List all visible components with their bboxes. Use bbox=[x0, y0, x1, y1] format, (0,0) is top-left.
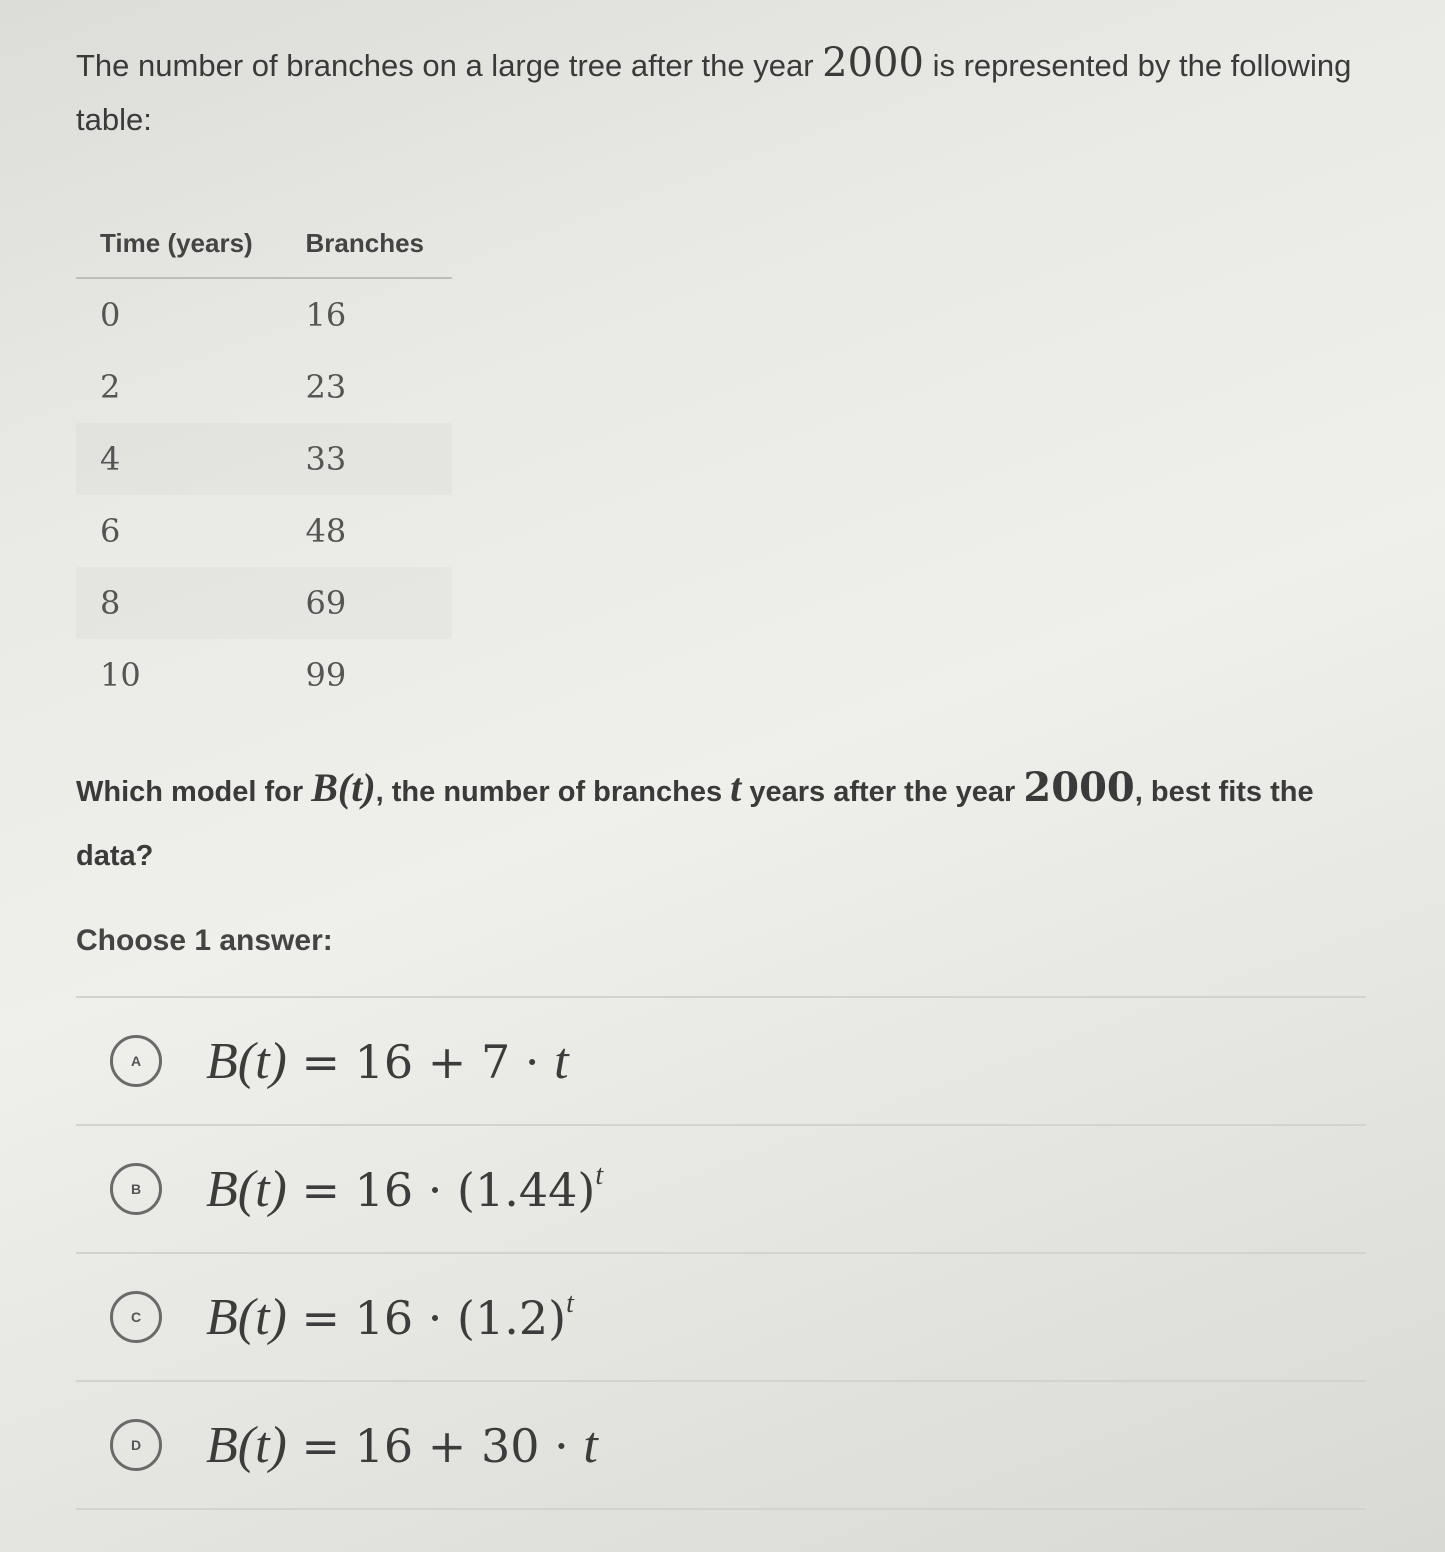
formula-lhs: B(t) bbox=[206, 1160, 287, 1218]
radio-circle-icon[interactable]: A bbox=[110, 1035, 162, 1087]
formula-lhs: B(t) bbox=[206, 1416, 287, 1474]
cell-branches: 33 bbox=[282, 423, 452, 495]
formula-rhs: = 16 · (1.44) bbox=[286, 1162, 596, 1217]
question-intro bbox=[76, 36, 1366, 147]
prompt-text: , the number of branches bbox=[375, 776, 731, 808]
table-row bbox=[76, 278, 452, 351]
question-prompt bbox=[76, 756, 1376, 888]
cell-branches: 23 bbox=[305, 368, 347, 406]
formula-lhs: B(t) bbox=[206, 1288, 287, 1346]
cell-branches: 99 bbox=[305, 656, 347, 694]
formula-var: t bbox=[583, 1416, 598, 1474]
intro-text-end: is represented by the following table: bbox=[76, 48, 1352, 137]
choice-formula bbox=[206, 1416, 598, 1475]
intro-text: The number of branches on a large tree after the year bbox=[76, 48, 823, 83]
formula-rhs: = 16 · (1.2) bbox=[286, 1290, 567, 1345]
formula-exponent: t bbox=[595, 1159, 604, 1191]
choice-d[interactable] bbox=[76, 1382, 1366, 1510]
cell-time: 0 bbox=[100, 296, 121, 334]
formula-rhs: = 16 + 7 · bbox=[286, 1034, 555, 1089]
cell-time: 6 bbox=[100, 512, 121, 550]
cell-time: 2 bbox=[100, 368, 121, 406]
cell-branches: 16 bbox=[305, 296, 347, 334]
prompt-text: , best fits the data? bbox=[76, 776, 1314, 872]
radio-circle-icon[interactable]: D bbox=[110, 1419, 162, 1471]
function-math: B(t) bbox=[311, 765, 376, 810]
choice-formula bbox=[206, 1032, 569, 1091]
table-header-row bbox=[76, 216, 452, 278]
radio-circle-icon[interactable]: B bbox=[110, 1163, 162, 1215]
formula-exponent: t bbox=[566, 1287, 574, 1319]
cell-time: 10 bbox=[100, 656, 141, 694]
choice-formula bbox=[206, 1288, 574, 1347]
cell-branches: 69 bbox=[282, 567, 452, 639]
column-header-branches: Branches bbox=[282, 216, 452, 278]
cell-branches: 48 bbox=[305, 512, 347, 550]
choice-b[interactable] bbox=[76, 1126, 1366, 1254]
table-row bbox=[76, 351, 452, 423]
choice-a[interactable] bbox=[76, 998, 1366, 1126]
table-row bbox=[76, 423, 452, 495]
formula-lhs: B(t) bbox=[206, 1032, 287, 1090]
cell-time: 8 bbox=[76, 567, 282, 639]
table-row bbox=[76, 567, 452, 639]
prompt-text: years after the year bbox=[741, 776, 1024, 808]
table-row bbox=[76, 495, 452, 567]
prompt-text: Which model for bbox=[76, 776, 312, 808]
choice-c[interactable] bbox=[76, 1254, 1366, 1382]
table-row bbox=[76, 639, 452, 711]
radio-circle-icon[interactable]: C bbox=[110, 1291, 162, 1343]
answer-choices bbox=[76, 996, 1366, 1510]
choose-answer-label: Choose 1 answer: bbox=[76, 924, 333, 957]
column-header-time: Time (years) bbox=[76, 216, 282, 278]
year-math: 2000 bbox=[1023, 764, 1135, 811]
cell-time: 4 bbox=[76, 423, 282, 495]
year-math: 2000 bbox=[822, 40, 924, 86]
variable-math: t bbox=[730, 765, 742, 810]
formula-rhs: = 16 + 30 · bbox=[286, 1418, 584, 1473]
formula-var: t bbox=[554, 1032, 569, 1090]
data-table bbox=[76, 216, 452, 711]
choice-formula bbox=[206, 1160, 603, 1219]
